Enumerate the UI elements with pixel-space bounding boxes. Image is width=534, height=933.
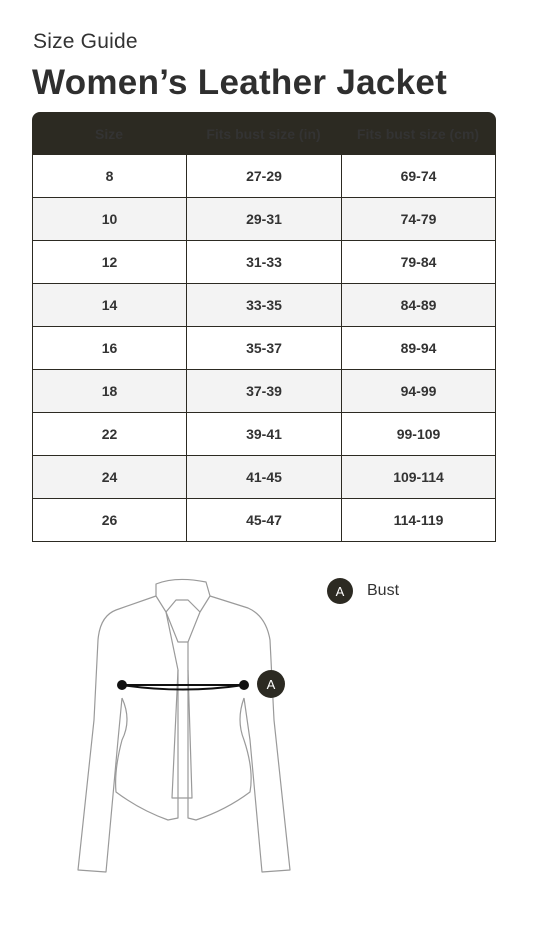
cell-size: 22 xyxy=(33,413,187,455)
bust-point-left xyxy=(117,680,127,690)
cell-bust-in: 37-39 xyxy=(187,370,342,412)
cell-bust-cm: 84-89 xyxy=(342,284,496,326)
legend xyxy=(327,578,399,604)
cell-size: 24 xyxy=(33,456,187,498)
table-row xyxy=(33,284,496,327)
table-row xyxy=(33,327,496,370)
bust-point-right xyxy=(239,680,249,690)
cell-bust-in: 29-31 xyxy=(187,198,342,240)
table-row xyxy=(33,155,496,198)
table-body xyxy=(32,155,496,542)
table-row xyxy=(33,413,496,456)
legend-label: Bust xyxy=(367,582,400,599)
cell-bust-cm: 89-94 xyxy=(342,327,496,369)
cell-bust-cm: 99-109 xyxy=(342,413,496,455)
cell-bust-cm: 69-74 xyxy=(342,155,496,197)
cell-bust-in: 39-41 xyxy=(187,413,342,455)
table-row xyxy=(33,456,496,499)
cell-bust-cm: 74-79 xyxy=(342,198,496,240)
cell-bust-cm: 94-99 xyxy=(342,370,496,412)
table-header xyxy=(32,112,496,155)
column-header-bust-in: Fits bust size (in) xyxy=(206,125,321,142)
cell-bust-in: 41-45 xyxy=(187,456,342,498)
cell-size: 12 xyxy=(33,241,187,283)
cell-size: 14 xyxy=(33,284,187,326)
cell-bust-in: 35-37 xyxy=(187,327,342,369)
cell-size: 8 xyxy=(33,155,187,197)
cell-size: 16 xyxy=(33,327,187,369)
jacket-right-side xyxy=(210,596,290,872)
cell-size: 18 xyxy=(33,370,187,412)
cell-bust-in: 45-47 xyxy=(187,499,342,541)
page-title: Women’s Leather Jacket xyxy=(32,63,448,102)
column-header-size: Size xyxy=(94,125,123,142)
jacket-left-side xyxy=(78,596,156,872)
cell-size: 10 xyxy=(33,198,187,240)
table-row xyxy=(33,241,496,284)
cell-bust-in: 27-29 xyxy=(187,155,342,197)
cell-bust-in: 33-35 xyxy=(187,284,342,326)
column-header-bust-cm: Fits bust size (cm) xyxy=(356,125,480,142)
cell-bust-cm: 114-119 xyxy=(342,499,496,541)
cell-bust-cm: 79-84 xyxy=(342,241,496,283)
jacket-diagram xyxy=(60,570,300,880)
cell-bust-cm: 109-114 xyxy=(342,456,496,498)
table-row xyxy=(33,499,496,542)
bust-marker-badge: A xyxy=(257,670,285,698)
jacket-collar xyxy=(156,579,210,642)
table-row xyxy=(33,370,496,413)
cell-bust-in: 31-33 xyxy=(187,241,342,283)
cell-size: 26 xyxy=(33,499,187,541)
table-row xyxy=(33,198,496,241)
size-table xyxy=(32,112,496,542)
legend-badge: A xyxy=(327,578,353,604)
size-guide-eyebrow: Size Guide xyxy=(33,30,138,53)
